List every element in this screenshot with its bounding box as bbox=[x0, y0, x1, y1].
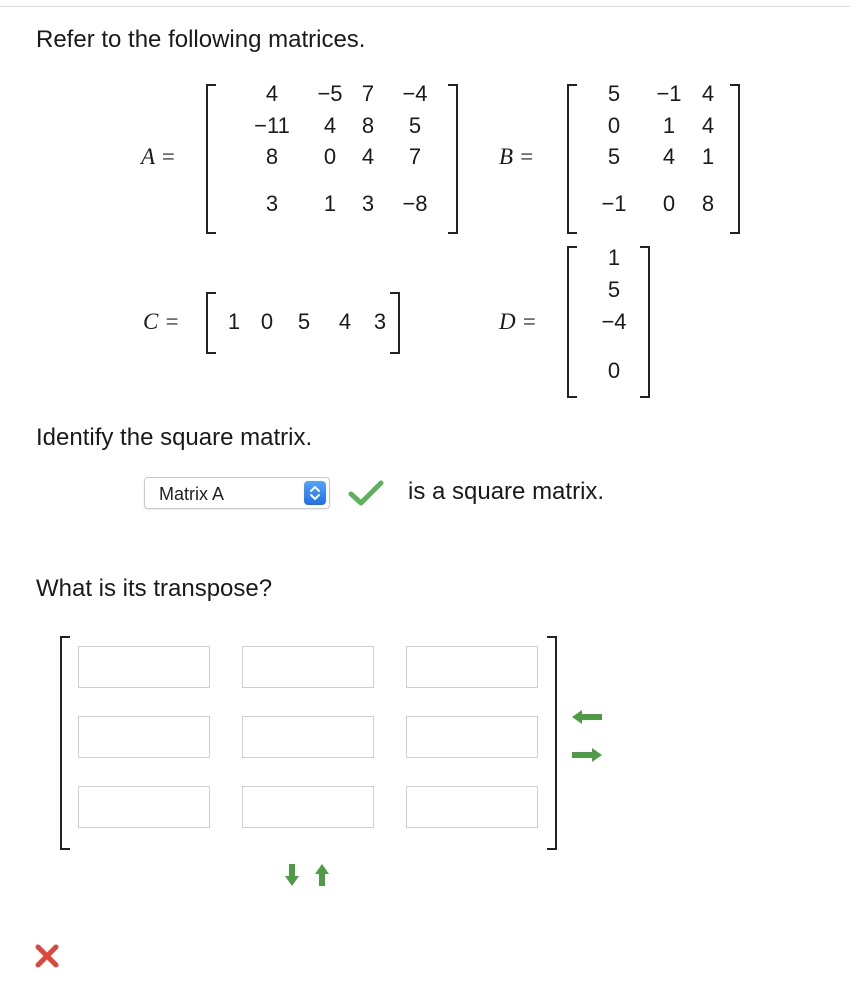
matrix-d-entry: −4 bbox=[601, 309, 627, 334]
matrix-b-entry: 5 bbox=[607, 81, 621, 106]
matrix-a-entry: −11 bbox=[254, 113, 290, 138]
matrix-b-entry: 4 bbox=[701, 113, 715, 138]
checkmark-icon bbox=[348, 478, 384, 513]
matrix-c-label: C = bbox=[143, 309, 180, 334]
matrix-c-entry: 4 bbox=[338, 309, 352, 334]
matrix-d-entry: 1 bbox=[607, 245, 621, 270]
top-divider bbox=[0, 6, 850, 7]
transpose-cell-input[interactable] bbox=[406, 646, 538, 688]
matrix-b-entry: −1 bbox=[656, 81, 682, 106]
remove-column-arrow-icon[interactable] bbox=[570, 708, 604, 731]
matrix-d-label: D = bbox=[499, 309, 537, 334]
matrix-b-left-bracket bbox=[567, 84, 577, 234]
matrix-a-entry: 3 bbox=[361, 191, 375, 216]
matrix-a-entry: 3 bbox=[265, 191, 279, 216]
transpose-left-bracket bbox=[60, 636, 70, 850]
select-value: Matrix A bbox=[159, 484, 225, 504]
matrix-d-entry: 5 bbox=[607, 277, 621, 302]
matrix-c-entry: 3 bbox=[373, 309, 387, 334]
transpose-cell-input[interactable] bbox=[406, 786, 538, 828]
transpose-cell-input[interactable] bbox=[78, 716, 210, 758]
matrix-a-entry: 4 bbox=[361, 144, 375, 169]
matrix-a-entry: 0 bbox=[323, 144, 337, 169]
matrix-c-entry: 5 bbox=[297, 309, 311, 334]
matrix-b-entry: 5 bbox=[607, 144, 621, 169]
matrix-d-left-bracket bbox=[567, 246, 577, 398]
square-matrix-suffix: is a square matrix. bbox=[408, 478, 605, 505]
select-chevron-icon bbox=[304, 481, 326, 505]
transpose-cell-input[interactable] bbox=[242, 786, 374, 828]
matrix-a-left-bracket bbox=[206, 84, 216, 234]
question-identify-square: Identify the square matrix. bbox=[36, 424, 313, 451]
matrix-b-entry: 0 bbox=[607, 113, 621, 138]
matrix-b-entry: 1 bbox=[701, 144, 715, 169]
matrix-b-entry: 4 bbox=[701, 81, 715, 106]
matrix-a-label: A = bbox=[141, 144, 176, 169]
remove-row-arrow-icon[interactable] bbox=[313, 862, 331, 893]
matrix-a-entry: 4 bbox=[265, 81, 279, 106]
matrix-a-entry: 8 bbox=[361, 113, 375, 138]
matrix-a-entry: −4 bbox=[402, 81, 428, 106]
transpose-cell-input[interactable] bbox=[78, 786, 210, 828]
matrix-a-entry: −8 bbox=[402, 191, 428, 216]
matrix-a-entry: 7 bbox=[361, 81, 375, 106]
transpose-cell-input[interactable] bbox=[78, 646, 210, 688]
matrix-b-label: B = bbox=[499, 144, 535, 169]
transpose-cell-input[interactable] bbox=[242, 646, 374, 688]
add-row-arrow-icon[interactable] bbox=[283, 862, 301, 893]
matrix-c-entry: 0 bbox=[260, 309, 274, 334]
add-column-arrow-icon[interactable] bbox=[570, 746, 604, 769]
transpose-right-bracket bbox=[547, 636, 557, 850]
prompt-text: Refer to the following matrices. bbox=[36, 26, 366, 53]
question-transpose: What is its transpose? bbox=[36, 575, 273, 602]
matrix-a-right-bracket bbox=[448, 84, 458, 234]
matrix-a-entry: 1 bbox=[323, 191, 337, 216]
matrix-b-entry: 0 bbox=[662, 191, 676, 216]
matrix-a-entry: 5 bbox=[408, 113, 422, 138]
transpose-cell-input[interactable] bbox=[406, 716, 538, 758]
matrix-b-right-bracket bbox=[730, 84, 740, 234]
transpose-cell-input[interactable] bbox=[242, 716, 374, 758]
matrix-b-entry: −1 bbox=[601, 191, 627, 216]
matrix-b-entry: 1 bbox=[662, 113, 676, 138]
matrix-a-entry: 4 bbox=[323, 113, 337, 138]
matrix-d-entry: 0 bbox=[607, 358, 621, 383]
matrix-d-right-bracket bbox=[640, 246, 650, 398]
matrix-c-entry: 1 bbox=[227, 309, 241, 334]
matrix-a-entry: 8 bbox=[265, 144, 279, 169]
matrix-b-entry: 8 bbox=[701, 191, 715, 216]
matrix-a-entry: −5 bbox=[317, 81, 343, 106]
matrix-b-entry: 4 bbox=[662, 144, 676, 169]
square-matrix-select[interactable] bbox=[144, 477, 330, 509]
x-icon bbox=[34, 943, 60, 974]
matrix-a-entry: 7 bbox=[408, 144, 422, 169]
